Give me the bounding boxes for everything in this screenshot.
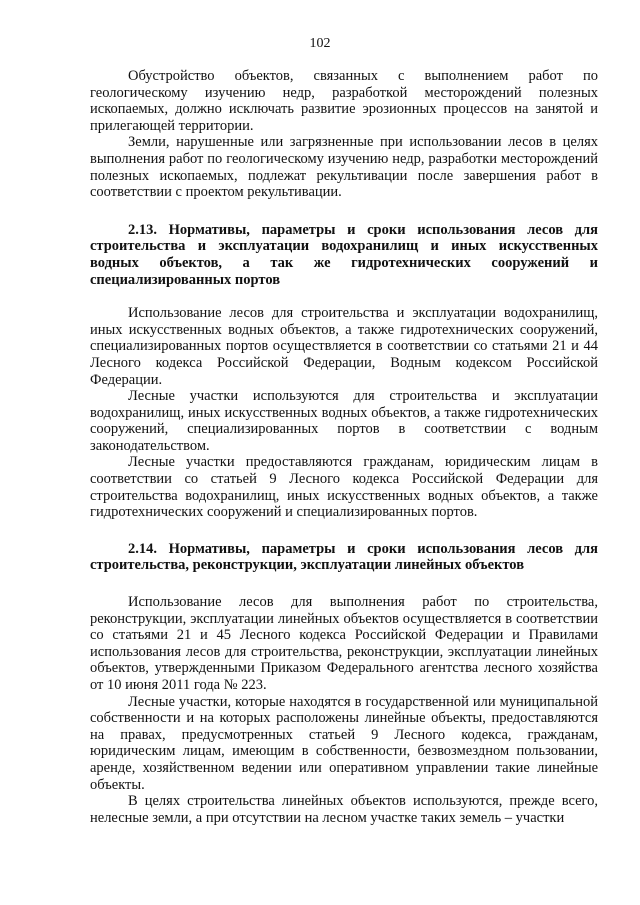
section-heading-2-13: 2.13. Нормативы, параметры и сроки использования лесов для строительства и эксплуатации водохранилищ и иных искусственных водных объектов, а так же гидротехнических сооружений и специализированных портов [90,221,598,288]
paragraph: Использование лесов для строительства и эксплуатации водохранилищ, иных искусственных водных объектов, а также гидротехнических сооружений, специализированных портов осуществляется в соответствии со статьями 21 и 44 Лесного кодекса Российской Федерации, Водным кодексом Российской Федерации. [90,305,598,388]
paragraph: Лесные участки, которые находятся в государственной или муниципальной собственности и на которых расположены линейные объекты, предоставляются на правах, предусмотренных статьей 9 Лесного кодекса, гражданам, юридическим лицам, имеющим в собственности, безвозмездном пользовании, аренде, хозяйственном ведении или оперативном управлении такие линейные объекты. [90,693,598,793]
paragraph: Обустройство объектов, связанных с выполнением работ по геологическому изучению недр, разработкой месторождений полезных ископаемых, должно исключать развитие эрозионных процессов на занятой и прилегающей территории. [90,68,598,134]
paragraph: Лесные участки используются для строительства и эксплуатации водохранилищ, иных искусственных водных объектов, а также гидротехнических сооружений, специализированных портов в соответствии с водным законодательством. [90,388,598,454]
page-number: 102 [309,36,331,51]
page-content [90,68,598,826]
section-heading-2-14: 2.14. Нормативы, параметры и сроки использования лесов для строительства, реконструкции, эксплуатации линейных объектов [90,540,598,574]
paragraph: Использование лесов для выполнения работ по строительства, реконструкции, эксплуатации линейных объектов осуществляется в соответствии со статьями 21 и 45 Лесного кодекса Российской Федерации и Правилами использования лесов для строительства, реконструкции, эксплуатации линейных объектов, утвержденными Приказом Федерального агентства лесного хозяйства от 10 июня 2011 года № 223. [90,594,598,693]
paragraph: Земли, нарушенные или загрязненные при использовании лесов в целях выполнения работ по геологическому изучению недр, разработки месторождений полезных ископаемых, подлежат рекультивации после завершения работ в соответствии с проектом рекультивации. [90,134,598,201]
paragraph: Лесные участки предоставляются гражданам, юридическим лицам в соответствии со статьей 9 Лесного кодекса Российской Федерации для строительства водохранилищ, иных искусственных водных объектов, а также гидротехнических сооружений и специализированных портов. [90,454,598,521]
paragraph: В целях строительства линейных объектов используются, прежде всего, нелесные земли, а при отсутствии на лесном участке таких земель – участки [90,793,598,826]
